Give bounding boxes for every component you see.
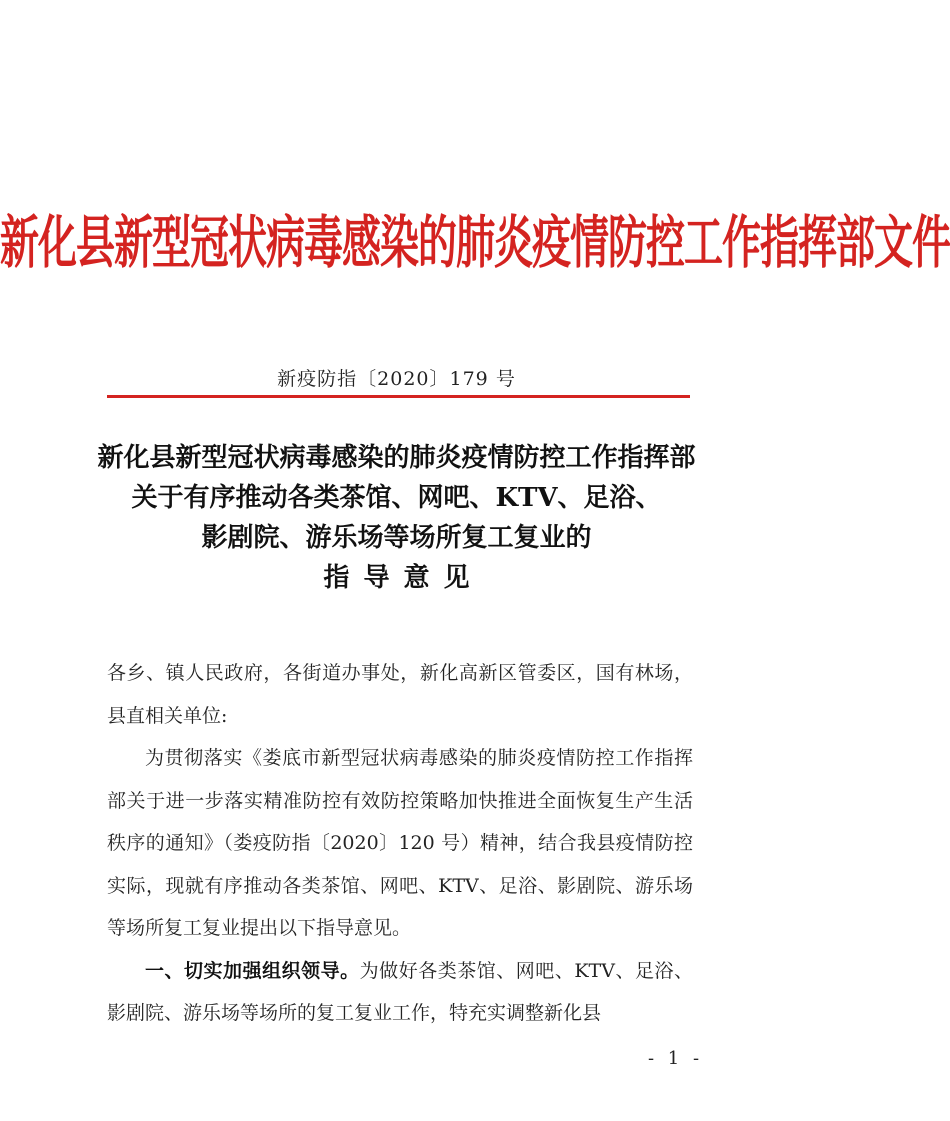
- document-number: 新疫防指〔2020〕179 号: [277, 368, 516, 390]
- document-body: [107, 652, 693, 1035]
- section-1-text: 为做好各类茶馆、网吧、KTV、足浴、影剧院、游乐场等场所的复工复业工作，特充实调整新化县: [107, 959, 693, 1024]
- issuer-header-title: 新化县新型冠状病毒感染的肺炎疫情防控工作指挥部文件: [0, 211, 950, 277]
- section-1-heading: 一、切实加强组织领导。: [145, 959, 360, 982]
- body-paragraph-1: 为贯彻落实《娄底市新型冠状病毒感染的肺炎疫情防控工作指挥部关于进一步落实精准防控有效防控策略加快推进全面恢复生产生活秩序的通知》（娄疫防指〔2020〕120 号）精神，结合我县疫情防控实际，现就有序推动各类茶馆、网吧、KTV、足浴、影剧院、游乐场等场所复工复业提出以下指导意见。: [107, 747, 693, 939]
- red-divider-rule: [107, 395, 690, 398]
- page-number: - 1 -: [648, 1048, 704, 1069]
- title-line-3: 影剧院、游乐场等场所复工复业的: [201, 523, 592, 553]
- section-1-paragraph: [107, 950, 693, 1035]
- salutation: 各乡、镇人民政府，各街道办事处，新化高新区管委区，国有林场，县直相关单位:: [107, 662, 693, 727]
- document-title: [0, 438, 793, 598]
- title-line-2: 关于有序推动各类茶馆、网吧、KTV、足浴、: [131, 483, 662, 513]
- title-line-4: 指导意见: [323, 563, 484, 593]
- title-line-1: 新化县新型冠状病毒感染的肺炎疫情防控工作指挥部: [97, 443, 696, 473]
